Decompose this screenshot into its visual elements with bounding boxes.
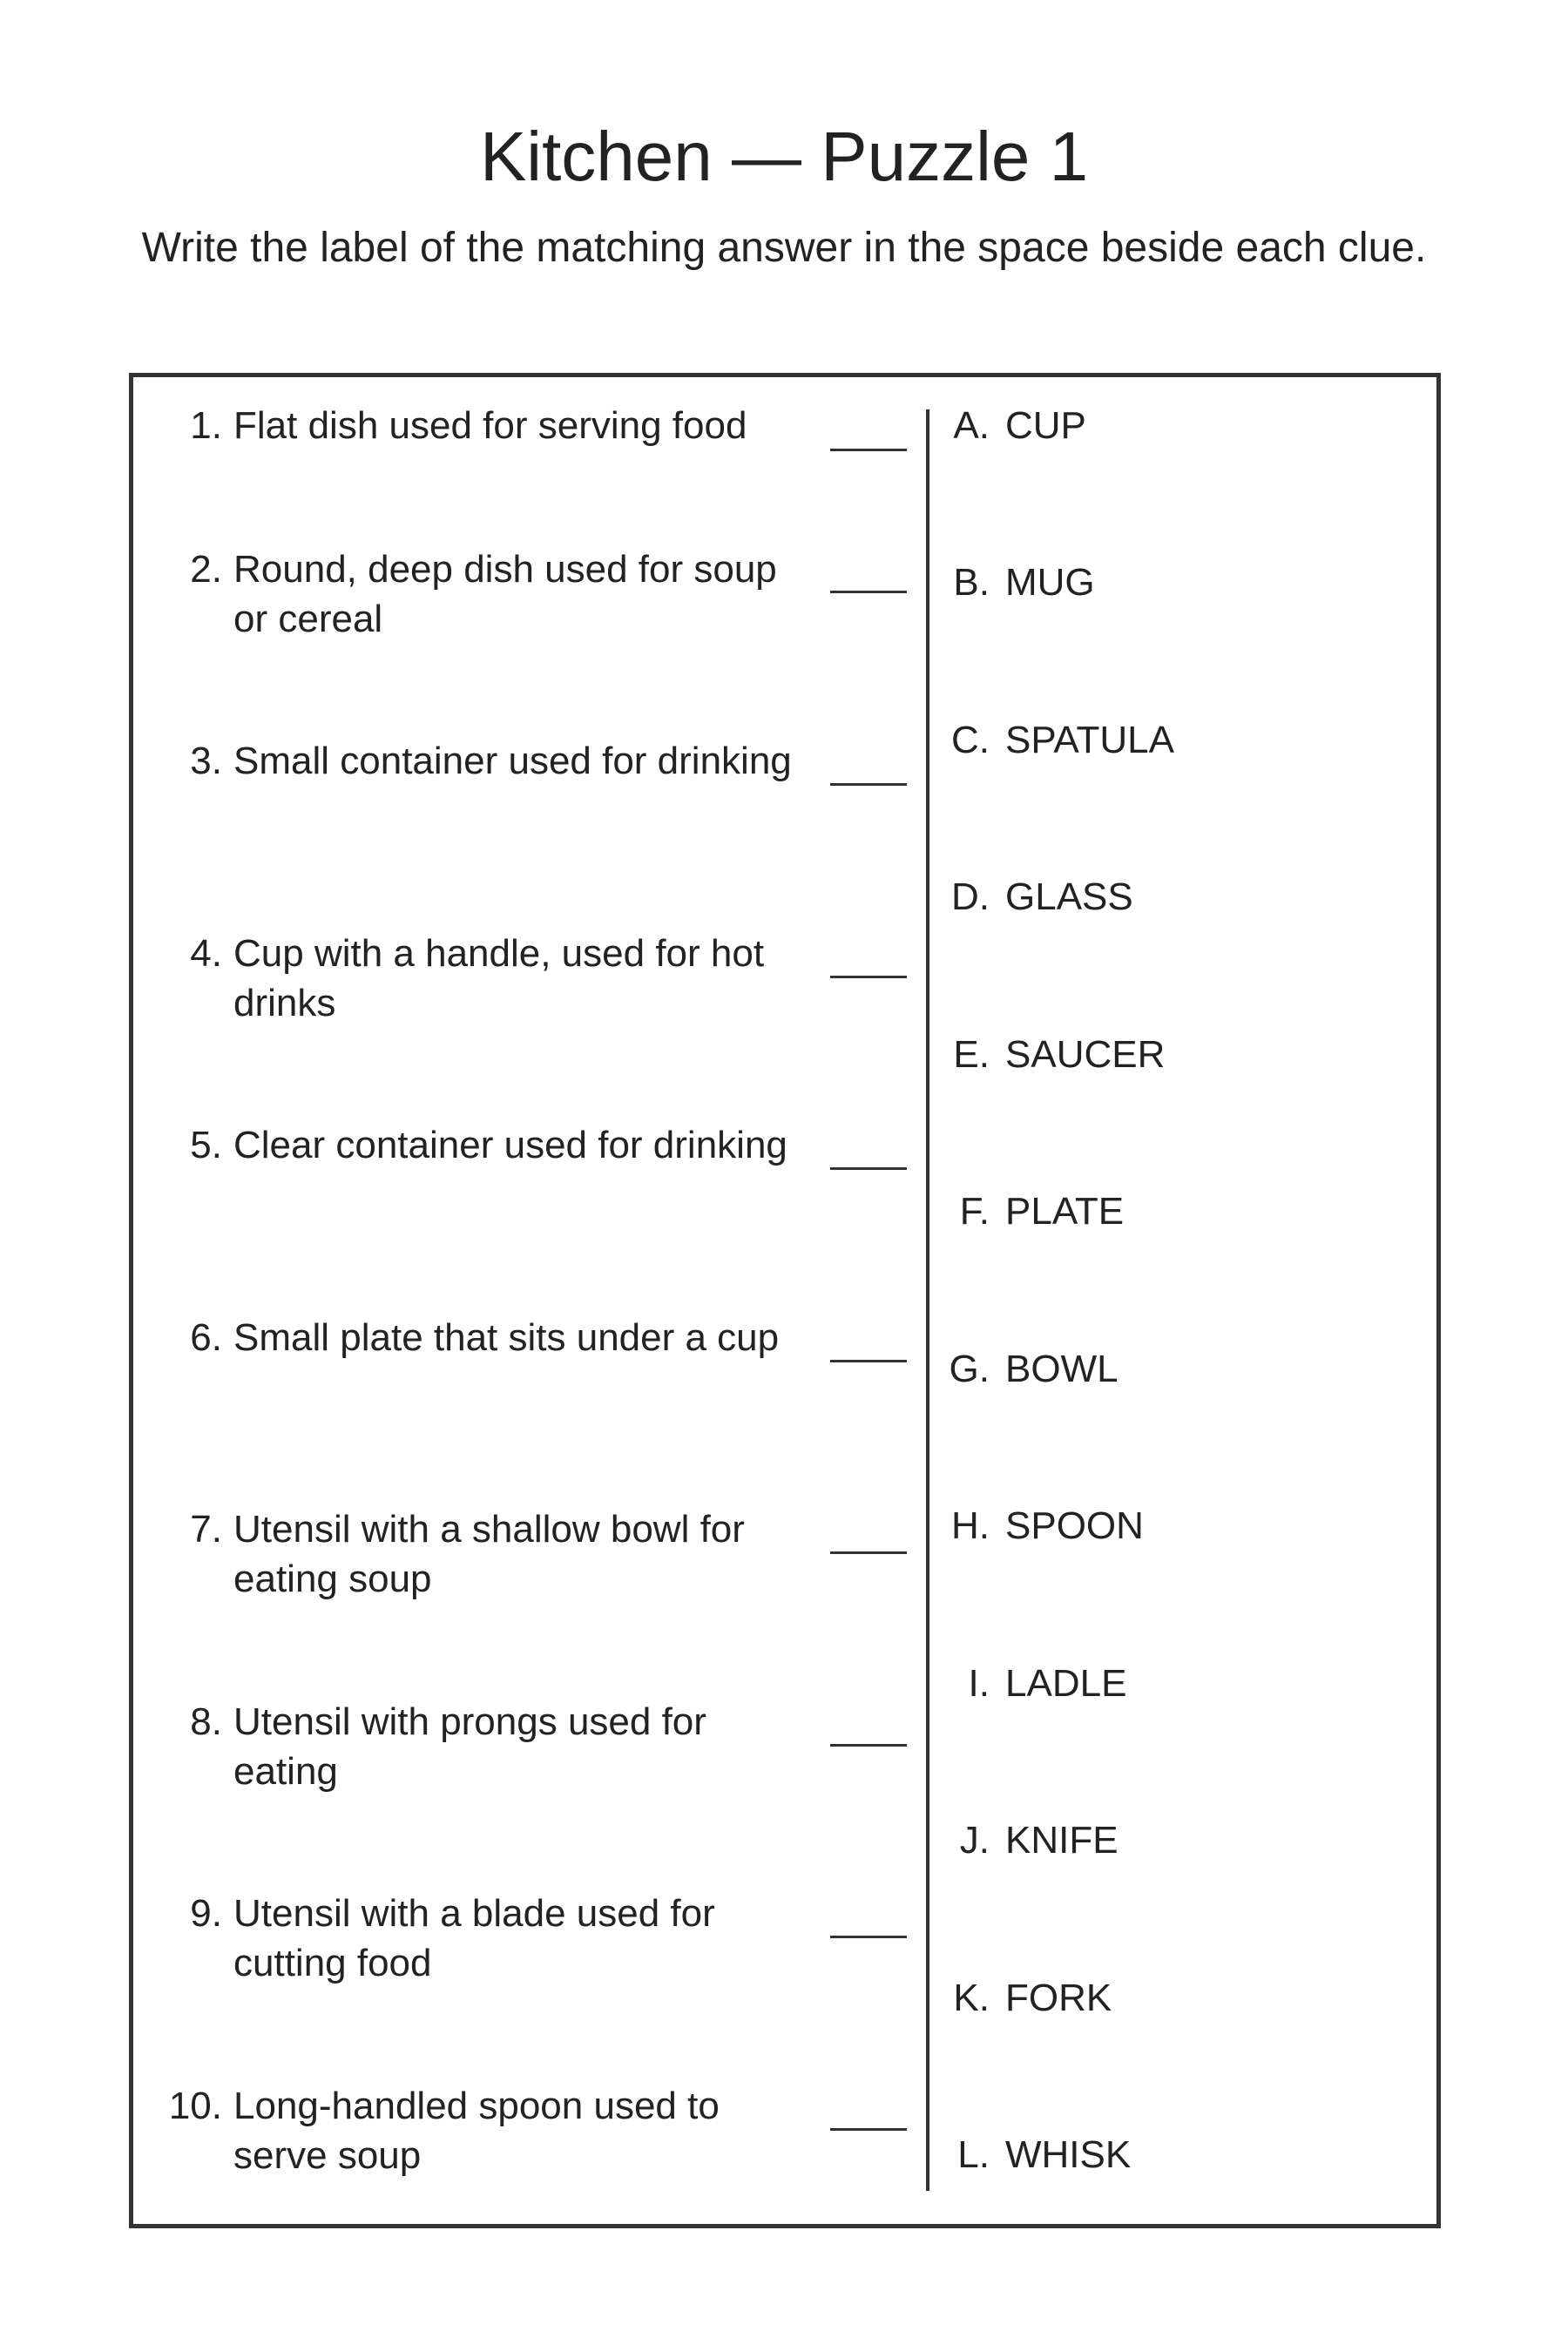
answer-text: SPATULA (1005, 719, 1174, 761)
answer-option (932, 1659, 1420, 1708)
answer-blank[interactable] (830, 1744, 907, 1747)
answer-option (932, 1030, 1420, 1079)
answer-label: C. (951, 719, 990, 761)
clue-text: Long-handled spoon used to serve soup (233, 2085, 720, 2177)
page-title: Kitchen — Puzzle 1 (479, 118, 1089, 195)
clue-text: Cup with a handle, used for hot drinks (233, 932, 765, 1024)
answer-label: E. (953, 1033, 990, 1076)
answer-blank[interactable] (830, 1167, 907, 1170)
answer-label: J. (959, 1819, 990, 1862)
answer-label: D. (951, 875, 990, 918)
answer-label: K. (953, 1977, 990, 2019)
clue-text: Utensil with prongs used for eating (233, 1700, 706, 1793)
clue-text: Utensil with a shallow bowl for eating soup (233, 1508, 745, 1600)
clue-number: 10. (168, 2085, 222, 2127)
clue-number: 2. (190, 548, 222, 591)
clue-number: 5. (190, 1124, 222, 1166)
clue-text: Small container used for drinking (233, 740, 792, 782)
answer-label: A. (953, 404, 990, 447)
answer-blank[interactable] (830, 2128, 907, 2131)
answer-text: LADLE (1005, 1662, 1127, 1705)
answer-option (932, 401, 1420, 450)
clue-text: Round, deep dish used for soup or cereal (233, 548, 777, 640)
answer-text: MUG (1005, 561, 1095, 604)
answer-text: CUP (1005, 404, 1086, 447)
clue-number: 8. (190, 1700, 222, 1743)
answer-blank[interactable] (830, 1936, 907, 1938)
answer-option (932, 558, 1420, 607)
answer-option (932, 1973, 1420, 2023)
clue-number: 9. (190, 1892, 222, 1935)
instructions: Write the label of the matching answer in the space beside each clue. (141, 225, 1427, 271)
answer-blank[interactable] (830, 449, 907, 451)
answer-option (932, 1186, 1420, 1236)
clue-number: 1. (190, 404, 222, 447)
answer-label: G. (949, 1348, 990, 1390)
clue-text: Clear container used for drinking (233, 1124, 787, 1166)
answer-option (932, 872, 1420, 922)
answer-option (932, 1501, 1420, 1551)
answer-text: PLATE (1005, 1190, 1125, 1233)
answer-blank[interactable] (830, 1551, 907, 1554)
clue-text: Utensil with a blade used for cutting food (233, 1892, 715, 1984)
clue-number: 3. (190, 740, 222, 782)
answer-option (932, 1815, 1420, 1865)
column-divider (926, 409, 929, 2191)
clue-number: 6. (190, 1316, 222, 1359)
answer-label: B. (953, 561, 990, 604)
answer-blank[interactable] (830, 783, 907, 786)
answer-blank[interactable] (830, 1360, 907, 1362)
answer-text: GLASS (1005, 875, 1133, 918)
answer-label: H. (951, 1504, 990, 1547)
answer-blank[interactable] (830, 591, 907, 593)
answer-text: WHISK (1005, 2133, 1132, 2176)
clue-text: Small plate that sits under a cup (233, 1316, 780, 1359)
answer-label: I. (968, 1662, 990, 1705)
answer-label: L. (957, 2133, 990, 2176)
clue-number: 7. (190, 1508, 222, 1551)
answer-blank[interactable] (830, 976, 907, 978)
answer-label: F. (959, 1190, 990, 1233)
answer-option (932, 1344, 1420, 1394)
clue-number: 4. (190, 932, 222, 975)
answer-option (932, 715, 1420, 765)
answer-text: SAUCER (1005, 1033, 1166, 1076)
answer-option (932, 2130, 1420, 2180)
answer-text: KNIFE (1005, 1819, 1119, 1862)
answer-text: BOWL (1005, 1348, 1119, 1390)
clue-text: Flat dish used for serving food (233, 404, 747, 447)
answer-text: SPOON (1005, 1504, 1144, 1547)
answer-text: FORK (1005, 1977, 1112, 2019)
